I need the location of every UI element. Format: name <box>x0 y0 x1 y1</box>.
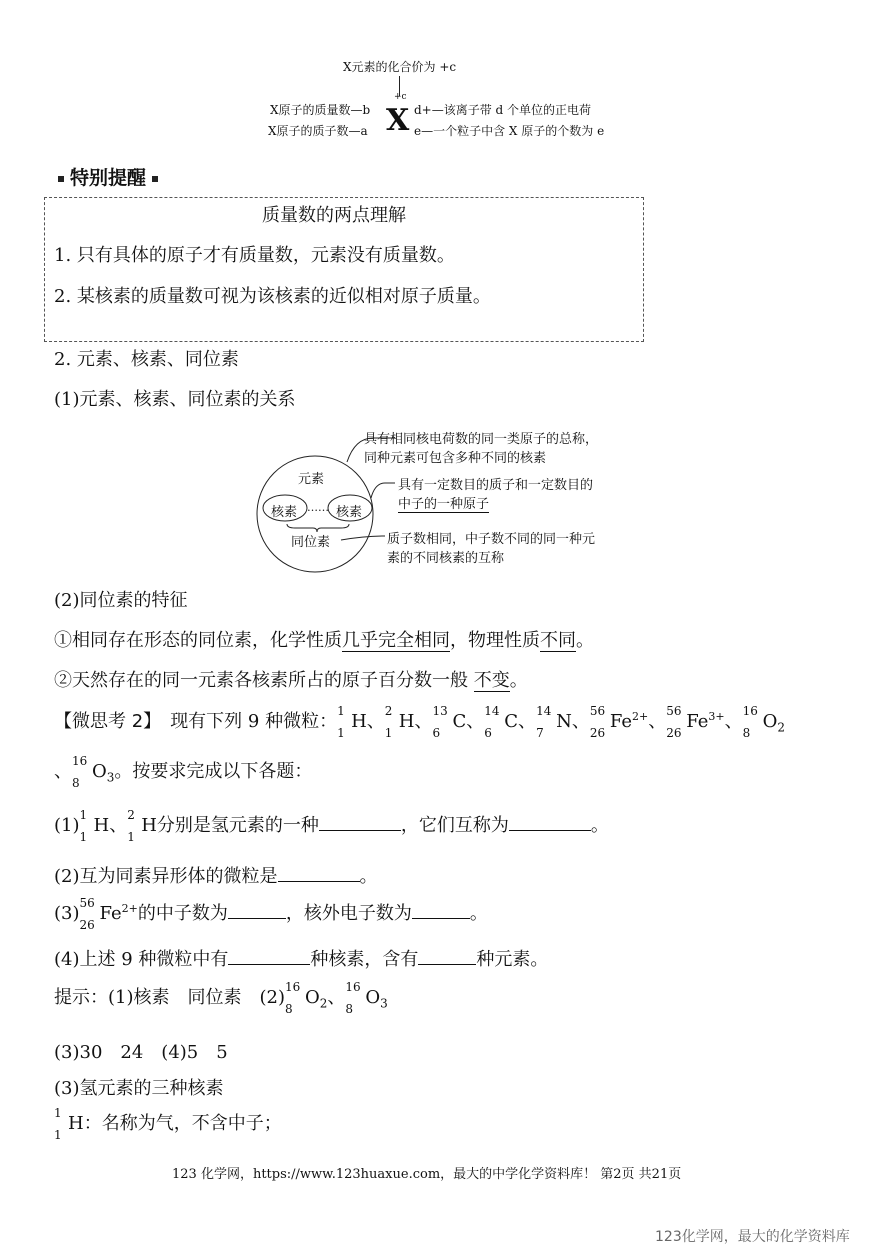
hint-line-1: 提示：(1)核素 同位素 (2) 16 8 $O_2$、 16 8 $O_3$ <box>54 980 388 1016</box>
diagram-note-1a: 具有相同核电荷数的同一类原子的总称， <box>364 432 599 447</box>
diagram-element-label: 元素 <box>298 472 325 487</box>
diagram-isotope-label: 同位素 <box>291 535 331 550</box>
count-note: e—一个粒子中含 X 原子的个数为 e <box>414 124 605 138</box>
mass-number-note: X原子的质量数—b <box>270 103 371 117</box>
charge-note: d+—该离子带 d 个单位的正电荷 <box>414 103 592 117</box>
question-4: (4)上述 9 种微粒中有 种核素，含有 种元素。 <box>54 949 549 970</box>
pointer-3 <box>341 536 385 540</box>
answer-blank[interactable] <box>509 816 591 831</box>
question-2: (2)互为同素异形体的微粒是 。 <box>54 866 378 887</box>
diagram-dots: …… <box>307 501 329 514</box>
pointer-2 <box>371 483 395 498</box>
think-question: 【微思考 2】 现有下列 9 种微粒： 1 1 H、 2 1 H、 13 6 C、 14 6 C、 14 7 N、 56 26 $Fe^{2+}$、 56 26 $Fe^{3+}$、 16 8 $O_2$ <box>54 704 785 740</box>
valence-note: X元素的化合价为 +c <box>343 60 457 74</box>
subsection-3: (3)氢元素的三种核素 <box>54 1078 224 1099</box>
reminder-item-2: 2. 某核素的质量数可视为该核素的近似相对原子质量。 <box>54 286 491 307</box>
section-title: 2. 元素、核素、同位素 <box>54 349 239 370</box>
element-symbol: X <box>386 103 410 138</box>
question-3: (3) 56 26 $Fe^{2+}$的中子数为 ，核外电子数为 。 <box>54 896 488 932</box>
hydrogen-line: 1 1 H：名称为气，不含中子； <box>54 1106 282 1142</box>
diagram-nuclide-right: 核素 <box>336 505 363 520</box>
bullet-square-icon <box>58 176 64 182</box>
diagram-note-1b: 同种元素可包含多种不同的核素 <box>364 451 547 466</box>
reminder-item-1: 1. 只有具体的原子才有质量数，元素没有质量数。 <box>54 245 455 266</box>
feature-2: ②天然存在的同一元素各核素所占的原子百分数一般 不变。 <box>54 670 528 691</box>
diagram-note-3a: 质子数相同，中子数不同的同一种元 <box>387 532 596 547</box>
hint-line-2: (3)30 24 (4)5 5 <box>54 1042 228 1063</box>
diagram-note-2b: 中子的一种原子 <box>398 497 490 512</box>
answer-blank[interactable] <box>228 950 310 965</box>
proton-number-note: X原子的质子数—a <box>268 124 368 138</box>
question-1: (1) 1 1 H、 2 1 H分别是氢元素的一种 ，它们互称为 。 <box>54 808 609 844</box>
think-question-cont: 、 16 8 $O_3$。按要求完成以下各题： <box>54 754 313 790</box>
answer-blank[interactable] <box>278 867 360 882</box>
valence-sup: +c <box>394 92 407 102</box>
diagram-nuclide-left: 核素 <box>271 505 298 520</box>
answer-blank[interactable] <box>319 816 401 831</box>
bullet-square-icon <box>152 176 158 182</box>
subsection-2: (2)同位素的特征 <box>54 590 188 611</box>
subsection-1: (1)元素、核素、同位素的关系 <box>54 389 296 410</box>
diagram-note-3b: 素的不同核素的互称 <box>387 551 505 566</box>
reminder-box-title: 质量数的两点理解 <box>262 205 406 226</box>
answer-blank[interactable] <box>412 904 470 919</box>
watermark: 123化学网，最大的化学资料库 <box>655 1229 850 1245</box>
page-footer: 123 化学网，https://www.123huaxue.com，最大的中学化学资料库！ 第2页 共21页 <box>172 1167 682 1182</box>
feature-1: ①相同存在形态的同位素，化学性质几乎完全相同，物理性质不同。 <box>54 630 594 651</box>
answer-blank[interactable] <box>418 950 476 965</box>
reminder-heading: 特别提醒 <box>52 163 164 190</box>
diagram-note-2a: 具有一定数目的质子和一定数目的 <box>398 478 594 493</box>
answer-blank[interactable] <box>228 904 286 919</box>
